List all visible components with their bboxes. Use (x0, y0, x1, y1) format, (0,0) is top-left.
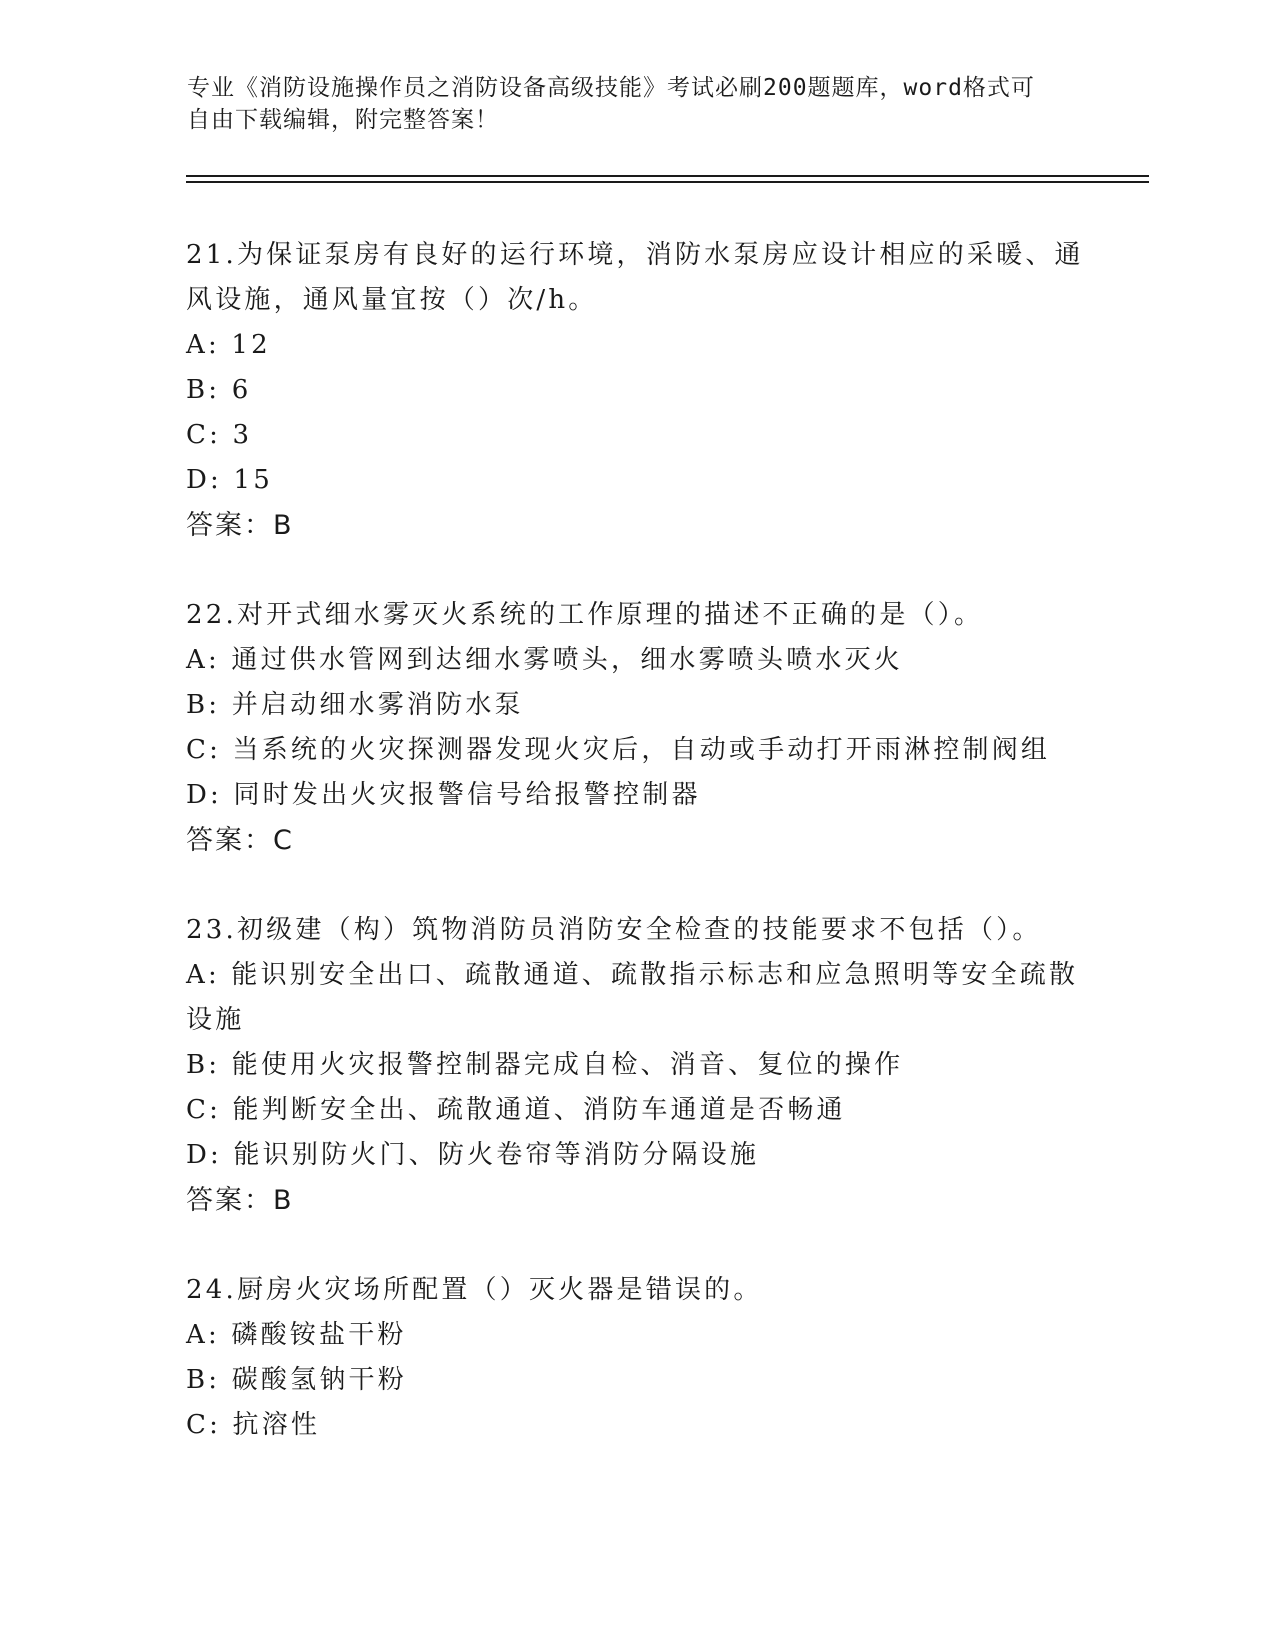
question-block (186, 1268, 1086, 1448)
answer-option: B: 6 (186, 375, 252, 405)
question-stem: 23.初级建（构）筑物消防员消防安全检查的技能要求不包括（）。 (186, 915, 1042, 945)
correct-answer: 答案：B (186, 1185, 294, 1216)
answer-option: 设施 (186, 1005, 245, 1035)
header-divider-bottom (186, 181, 1149, 183)
answer-option: B: 并启动细水雾消防水泵 (186, 690, 524, 720)
answer-option: A: 磷酸铵盐干粉 (186, 1320, 407, 1350)
answer-option: A: 12 (186, 330, 271, 360)
answer-option: D: 能识别防火门、防火卷帘等消防分隔设施 (186, 1140, 760, 1170)
header-divider-top (186, 175, 1149, 177)
header-line-1: 专业《消防设施操作员之消防设备高级技能》考试必刷200题题库，word格式可 (187, 75, 1035, 101)
answer-option: D: 15 (186, 465, 273, 495)
answer-option: A: 通过供水管网到达细水雾喷头，细水雾喷头喷水灭火 (186, 645, 904, 675)
question-stem: 22.对开式细水雾灭火系统的工作原理的描述不正确的是（）。 (186, 600, 984, 630)
correct-answer: 答案：C (186, 825, 294, 856)
correct-answer: 答案：B (186, 510, 294, 541)
question-block (186, 593, 1086, 863)
document-header (187, 72, 1087, 136)
question-list (186, 233, 1086, 1448)
answer-option: B: 碳酸氢钠干粉 (186, 1365, 407, 1395)
question-stem: 21.为保证泵房有良好的运行环境，消防水泵房应设计相应的采暖、通 (186, 240, 1084, 270)
answer-option: C: 能判断安全出、疏散通道、消防车通道是否畅通 (186, 1095, 846, 1125)
question-stem: 24.厨房火灾场所配置（）灭火器是错误的。 (186, 1275, 763, 1305)
answer-option: A: 能识别安全出口、疏散通道、疏散指示标志和应急照明等安全疏散 (186, 960, 1079, 990)
header-line-2: 自由下载编辑，附完整答案！ (187, 107, 499, 133)
question-block (186, 908, 1086, 1223)
answer-option: C: 3 (186, 420, 253, 450)
answer-option: D: 同时发出火灾报警信号给报警控制器 (186, 780, 701, 810)
question-stem: 风设施，通风量宜按（）次/h。 (186, 285, 598, 315)
question-block (186, 233, 1086, 548)
answer-option: B: 能使用火灾报警控制器完成自检、消音、复位的操作 (186, 1050, 904, 1080)
answer-option: C: 当系统的火灾探测器发现火灾后，自动或手动打开雨淋控制阀组 (186, 735, 1051, 765)
answer-option: C: 抗溶性 (186, 1410, 321, 1440)
